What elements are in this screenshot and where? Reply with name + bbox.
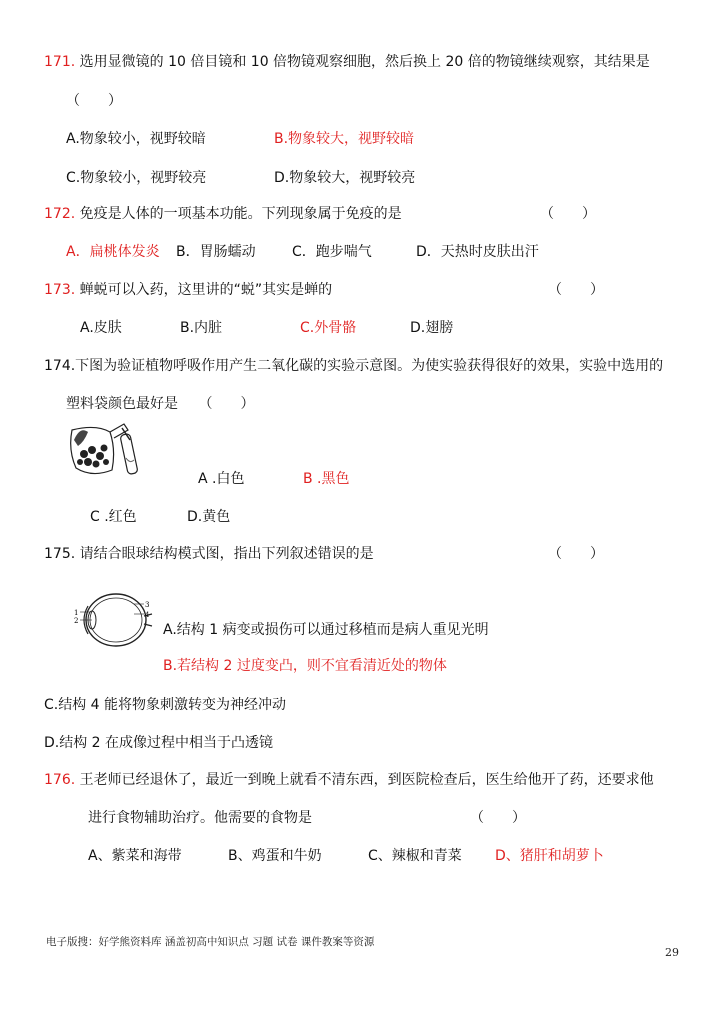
answer-paren: （ ） [198,396,255,412]
option-a: A、紫菜和海带 [88,848,182,864]
eyeball-structure-diagram [70,588,154,652]
option-d-answer: D、猪肝和胡萝卜 [495,848,604,864]
label-3: 3 [145,601,150,609]
answer-paren: （ ） [540,206,596,222]
option-b: B．胃肠蠕动 [176,244,256,260]
option-c: C、辣椒和青菜 [368,848,462,864]
option-d: D.物象较大，视野较亮 [274,170,416,186]
answer-paren: （ ） [66,93,122,109]
option-a: A.结构 1 病变或损伤可以通过移植而是病人重见光明 [163,622,489,638]
option-a: A.皮肤 [80,320,122,336]
label-2: 2 [74,617,79,625]
question-text: 请结合眼球结构模式图，指出下列叙述错误的是 [79,546,374,562]
question-173-stem-line [44,281,332,299]
question-text: 塑料袋颜色最好是 [66,396,178,412]
question-175-stem-line [44,545,374,563]
answer-paren: （ ） [548,282,604,298]
answer-paren: （ ） [470,810,526,826]
question-number: 176. [44,772,76,788]
question-text: 王老师已经退休了，最近一到晚上就看不清东西，到医院检查后，医生给他开了药，还要求他 [79,772,654,788]
question-176-stem-line-2: 进行食物辅助治疗。他需要的食物是 [88,810,312,826]
question-171-stem-line [44,53,650,71]
option-d: D.黄色 [187,509,231,525]
question-176-stem-line-1 [44,771,654,789]
question-172-stem-line [44,205,402,223]
option-b: B.内脏 [180,320,223,336]
question-174-stem-line-1: 174.下图为验证植物呼吸作用产生二氧化碳的实验示意图。为使实验获得很好的效果，实验中选用的 [44,358,664,374]
option-d: D．天热时皮肤出汗 [416,244,539,260]
question-text: 蝉蜕可以入药，这里讲的“蜕”其实是蝉的 [79,282,333,298]
label-4: 4 [145,611,150,619]
option-c: C .红色 [90,509,137,525]
option-d: D.翅膀 [410,320,454,336]
label-1: 1 [74,609,79,617]
question-174-stem-line-2 [66,395,254,413]
option-d: D.结构 2 在成像过程中相当于凸透镜 [44,735,274,751]
option-b: B、鸡蛋和牛奶 [228,848,322,864]
question-text: 免疫是人体的一项基本功能。下列现象属于免疫的是 [79,206,402,222]
option-a: A.物象较小，视野较暗 [66,131,206,147]
option-b-answer: B.物象较大，视野较暗 [274,131,415,147]
page-footer: 电子版搜：好学熊资料库 涵盖初高中知识点 习题 试卷 课件教案等资源 [46,936,375,948]
question-number: 171. [44,54,76,70]
option-c: C．跑步喘气 [292,244,372,260]
option-c: C.结构 4 能将物象刺激转变为神经冲动 [44,697,287,713]
question-text: 选用显微镜的 10 倍目镜和 10 倍物镜观察细胞，然后换上 20 倍的物镜继续观察，其结果是 [79,54,650,70]
option-a: A .白色 [198,471,245,487]
question-number: 172. [44,206,76,222]
option-c: C.物象较小，视野较亮 [66,170,207,186]
page-number: 29 [665,946,679,959]
option-c-answer: C.外骨骼 [300,320,357,336]
plant-bag-experiment-figure [66,420,150,478]
question-number: 175. [44,546,76,562]
option-b-answer: B.若结构 2 过度变凸，则不宜看清近处的物体 [163,658,447,674]
option-a-answer: A．扁桃体发炎 [66,244,160,260]
question-number: 173. [44,282,76,298]
option-b-answer: B .黑色 [303,471,350,487]
answer-paren: （ ） [548,546,604,562]
